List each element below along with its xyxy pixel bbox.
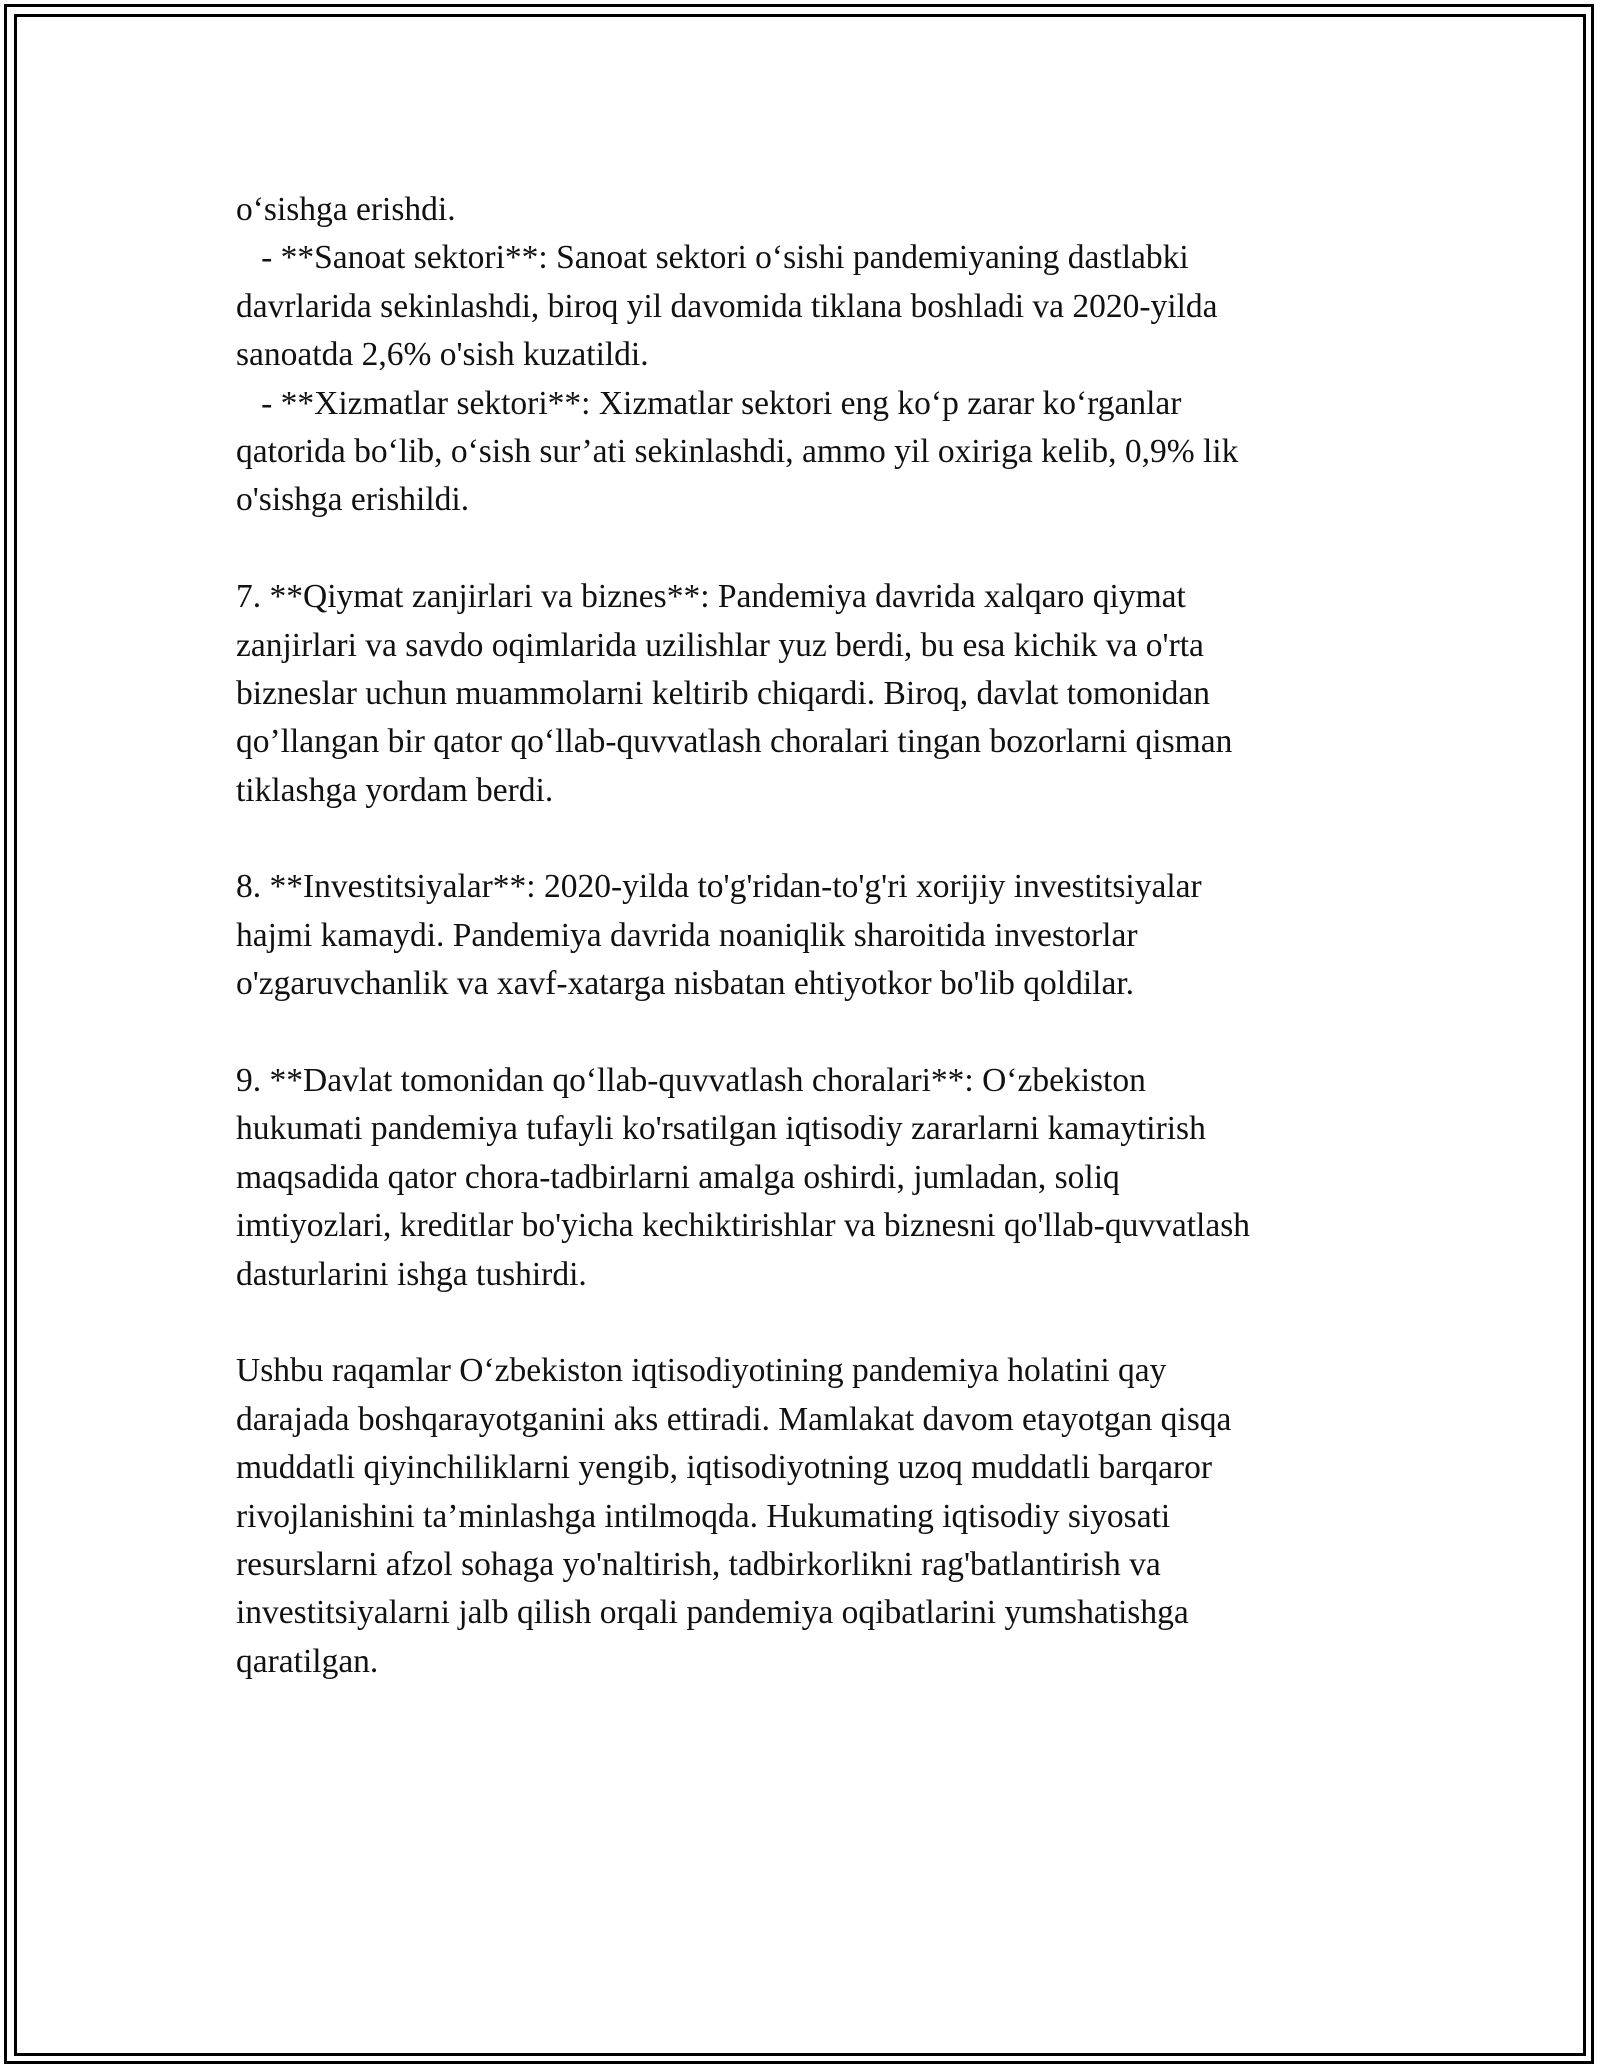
text-line: investitsiyalarni jalb qilish orqali pandemiya oqibatlarini yumshatishga	[236, 1594, 1189, 1632]
text-line: dasturlarini ishga tushirdi.	[236, 1255, 587, 1293]
paragraph-spacer	[236, 1299, 1386, 1347]
paragraph-spacer	[236, 815, 1386, 863]
text-line: 8. **Investitsiyalar**: 2020-yilda to'g'ridan-to'g'ri xorijiy investitsiyalar	[236, 868, 1202, 906]
text-line: - **Sanoat sektori**: Sanoat sektori o‘sishi pandemiyaning dastlabki	[236, 239, 1189, 277]
text-line: qaratilgan.	[236, 1642, 379, 1680]
item-7-paragraph	[236, 573, 1386, 815]
text-line: 7. **Qiymat zanjirlari va biznes**: Pandemiya davrida xalqaro qiymat	[236, 578, 1186, 616]
text-line: hukumati pandemiya tufayli ko'rsatilgan iqtisodiy zararlarni kamaytirish	[236, 1110, 1206, 1148]
text-line: maqsadida qator chora-tadbirlarni amalga oshirdi, jumladan, soliq	[236, 1158, 1120, 1196]
text-line: hajmi kamaydi. Pandemiya davrida noaniqlik sharoitida investorlar	[236, 916, 1138, 954]
text-line: qo’llangan bir qator qo‘llab-quvvatlash choralari tingan bozorlarni qisman	[236, 723, 1233, 761]
conclusion-paragraph	[236, 1347, 1386, 1686]
text-line: bizneslar uchun muammolarni keltirib chiqardi. Biroq, davlat tomonidan	[236, 674, 1211, 712]
text-line: o‘sishga erishdi.	[236, 191, 456, 228]
text-line: imtiyozlari, kreditlar bo'yicha kechiktirishlar va biznesni qo'llab-quvvatlash	[236, 1207, 1250, 1245]
text-line: Ushbu raqamlar O‘zbekiston iqtisodiyotining pandemiya holatini qay	[236, 1352, 1167, 1390]
text-line: o'sishga erishildi.	[236, 481, 470, 519]
text-line: resurslarni afzol sohaga yo'naltirish, tadbirkorlikni rag'batlantirish va	[236, 1545, 1161, 1583]
text-line: tiklashga yordam berdi.	[236, 771, 554, 809]
text-line: rivojlanishini ta’minlashga intilmoqda. Hukumating iqtisodiy siyosati	[236, 1497, 1171, 1535]
paragraph-spacer	[236, 1009, 1386, 1057]
text-line: sanoatda 2,6% o'sish kuzatildi.	[236, 336, 649, 374]
text-line: muddatli qiyinchiliklarni yengib, iqtisodiyotning uzoq muddatli barqaror	[236, 1449, 1212, 1487]
item-9-paragraph	[236, 1057, 1386, 1299]
text-line: qatorida bo‘lib, o‘sish sur’ati sekinlashdi, ammo yil oxiriga kelib, 0,9% lik	[236, 432, 1239, 470]
text-line: zanjirlari va savdo oqimlarida uzilishlar yuz berdi, bu esa kichik va o'rta	[236, 626, 1204, 664]
document-body	[236, 186, 1386, 1686]
item-8-paragraph	[236, 863, 1386, 1008]
text-line: davrlarida sekinlashdi, biroq yil davomida tiklana boshladi va 2020-yilda	[236, 287, 1218, 325]
text-line: o'zgaruvchanlik va xavf-xatarga nisbatan ehtiyotkor bo'lib qoldilar.	[236, 965, 1135, 1003]
sectors-continued-paragraph	[236, 186, 1386, 525]
text-line: 9. **Davlat tomonidan qo‘llab-quvvatlash choralari**: O‘zbekiston	[236, 1062, 1146, 1100]
text-line: darajada boshqarayotganini aks ettiradi. Mamlakat davom etayotgan qisqa	[236, 1400, 1232, 1438]
text-line: - **Xizmatlar sektori**: Xizmatlar sektori eng ko‘p zarar ko‘rganlar	[236, 384, 1182, 422]
paragraph-spacer	[236, 525, 1386, 573]
